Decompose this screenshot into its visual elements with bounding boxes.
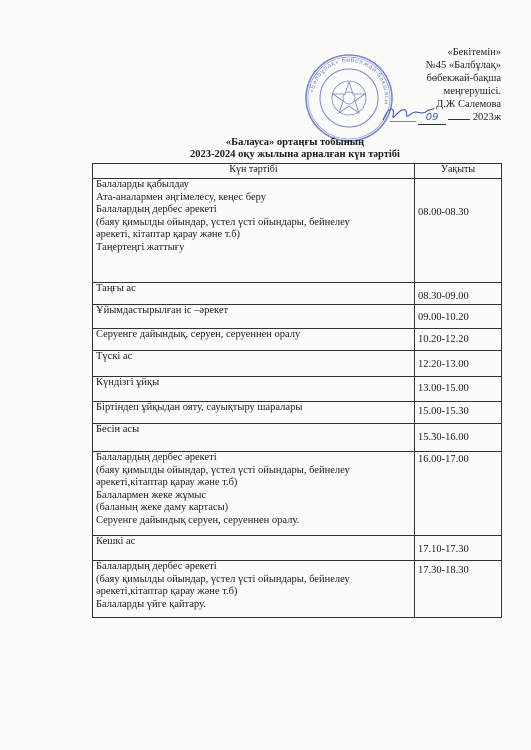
- activity-line: Күндізгі ұйқы: [96, 377, 160, 388]
- page-title: [92, 137, 498, 161]
- table-row: [93, 305, 502, 329]
- activity-cell: [93, 402, 415, 424]
- table-row: [93, 452, 502, 536]
- activity-cell: [93, 329, 415, 351]
- activity-cell: [93, 351, 415, 377]
- activity-line: (баяу қимылды ойындар, үстел үсті ойындары, бейнелеу: [96, 464, 350, 476]
- activity-cell: [93, 452, 415, 536]
- table-row: [93, 536, 502, 561]
- title-line-2: 2023-2024 оқу жылына арналған күн тәртібі: [190, 149, 400, 160]
- approval-line: бөбекжай-бақша: [426, 73, 501, 84]
- header-time: Уақыты: [415, 164, 502, 179]
- activity-line: Серуенге дайындық серуен, серуеннен оралу.: [96, 514, 300, 526]
- date-year: 2023ж: [472, 112, 501, 123]
- table-row: [93, 424, 502, 452]
- time-cell: 17.30-18.30: [415, 561, 502, 618]
- activity-line: Таңғы ас: [96, 283, 136, 294]
- activity-line: Балалардың дербес әрекеті: [96, 452, 217, 463]
- stamp-text: «Балбұлақ» бөбекжай-бақшасы: [308, 56, 391, 106]
- time-cell: 08.00-08.30: [415, 179, 502, 283]
- date-month: 09: [418, 111, 446, 125]
- activity-cell: [93, 179, 415, 283]
- activity-line: әрекеті,кітаптар қарау және т.б): [96, 477, 238, 488]
- activity-line: Бесін асы: [96, 424, 140, 435]
- time-cell: 15.00-15.30: [415, 402, 502, 424]
- time-cell: 08.30-09.00: [415, 283, 502, 305]
- activity-line: (баланың жеке даму картасы): [96, 502, 229, 513]
- approval-line: №45 «Балбұлақ»: [425, 60, 501, 71]
- activity-line: Балалардың дербес әрекеті: [96, 204, 217, 215]
- table-row: [93, 561, 502, 618]
- table-row: [93, 402, 502, 424]
- header-activity: Күн тәртібі: [93, 164, 415, 179]
- table-row: [93, 283, 502, 305]
- activity-cell: [93, 377, 415, 402]
- time-cell: 15.30-16.00: [415, 424, 502, 452]
- activity-line: Балаларды қабылдау: [96, 179, 189, 190]
- table-body: [93, 179, 502, 618]
- activity-cell: [93, 424, 415, 452]
- activity-cell: [93, 283, 415, 305]
- activity-line: (баяу қимылды ойындар, үстел үсті ойындары, бейнелеу: [96, 216, 350, 228]
- title-line-1: «Балауса» ортаңғы тобының: [225, 137, 365, 148]
- table-header-row: [93, 164, 502, 179]
- time-cell: 12.20-13.00: [415, 351, 502, 377]
- approval-date: [390, 111, 501, 125]
- time-cell: 17.10-17.30: [415, 536, 502, 561]
- stamp-seal-icon: [303, 52, 395, 144]
- activity-line: әрекеті, кітаптар қарау және т.б): [96, 229, 241, 240]
- activity-line: Балалармен жеке жұмыс: [96, 489, 207, 501]
- table-row: [93, 377, 502, 402]
- time-cell: 13.00-15.00: [415, 377, 502, 402]
- approval-line: Д.Ж Салемова: [436, 99, 501, 110]
- activity-line: әрекеті,кітаптар қарау және т.б): [96, 586, 238, 597]
- time-cell: 16.00-17.00: [415, 452, 502, 536]
- activity-line: Балаларды үйге қайтару.: [96, 598, 206, 610]
- official-stamp: [303, 52, 395, 144]
- activity-line: Ұйымдастырылған іс –әрекет: [96, 305, 229, 316]
- approval-line: меңгерушісі.: [443, 86, 501, 97]
- approval-block: [390, 46, 501, 125]
- table-row: [93, 351, 502, 377]
- table-row: [93, 179, 502, 283]
- activity-line: Біртіндеп ұйқыдан ояту, сауықтыру шаралары: [96, 402, 303, 413]
- activity-line: Түскі ас: [96, 351, 133, 362]
- activity-line: (баяу қимылды ойындар, үстел үсті ойындары, бейнелеу: [96, 573, 350, 585]
- activity-cell: [93, 536, 415, 561]
- activity-line: Серуенге дайындық, серуен, серуеннен оралу: [96, 329, 301, 340]
- activity-line: Балалардың дербес әрекеті: [96, 561, 217, 572]
- activity-line: Кешкі ас: [96, 536, 136, 547]
- date-day: _____: [389, 112, 417, 123]
- time-cell: 10.20-12.20: [415, 329, 502, 351]
- activity-cell: [93, 561, 415, 618]
- date-blank: [448, 119, 470, 120]
- time-cell: 09.00-10.20: [415, 305, 502, 329]
- schedule-table: [92, 163, 502, 618]
- approval-line: «Бекітемін»: [447, 47, 501, 58]
- activity-line: Ата-аналармен әңгімелесу, кеңес беру: [96, 191, 266, 203]
- table-row: [93, 329, 502, 351]
- activity-line: Таңертеңгі жаттығу: [96, 241, 185, 253]
- activity-cell: [93, 305, 415, 329]
